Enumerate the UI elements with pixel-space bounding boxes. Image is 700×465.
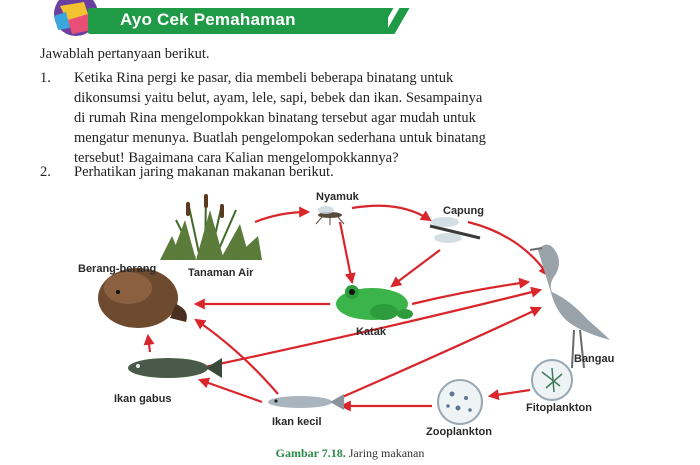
instruction-text: Jawablah pertanyaan berikut. xyxy=(40,46,210,62)
arrow-kecil-bangau xyxy=(340,308,540,398)
question-line: tersebut! Bagaimana cara Kalian mengelompokkannya? xyxy=(74,150,399,166)
label-capung: Capung xyxy=(443,205,484,217)
label-berang-berang: Berang-berang xyxy=(78,263,157,275)
label-fitoplankton: Fitoplankton xyxy=(526,402,592,414)
arrow-kecil-gabus xyxy=(200,380,262,402)
question-line: dikonsumsi yaitu belut, ayam, lele, sapi, bebek dan ikan. Sesampainya xyxy=(74,90,483,106)
arrow-gabus-berang xyxy=(148,336,150,352)
question-line: di rumah Rina mengelompokkan binatang tersebut agar mudah untuk xyxy=(74,110,476,126)
question-body xyxy=(74,162,646,182)
figure-title: Jaring makanan xyxy=(348,446,425,460)
small-fish-icon xyxy=(268,394,344,410)
section-header xyxy=(0,0,700,40)
question-line: Ketika Rina pergi ke pasar, dia membeli beberapa binatang untuk xyxy=(74,70,454,86)
arrow-fito-zoo xyxy=(490,390,530,396)
label-ikan-gabus: Ikan gabus xyxy=(114,393,172,405)
reed-plant-icon xyxy=(160,194,262,260)
zooplankton-icon xyxy=(438,380,482,424)
food-web-diagram xyxy=(0,180,700,448)
question-body xyxy=(74,68,646,168)
label-nyamuk: Nyamuk xyxy=(316,191,359,203)
label-tanaman-air: Tanaman Air xyxy=(188,267,254,279)
arrow-capung-katak xyxy=(392,250,440,286)
label-zooplankton: Zooplankton xyxy=(426,426,492,438)
arrow-nyamuk-katak xyxy=(340,222,352,282)
dragonfly-icon xyxy=(430,217,480,243)
arrow-tanaman-nyamuk xyxy=(255,212,308,222)
arrow-nyamuk-capung xyxy=(352,206,430,220)
snakehead-fish-icon xyxy=(128,358,222,378)
question-line: Perhatikan jaring makanan makanan berikut. xyxy=(74,164,334,180)
header-title: Ayo Cek Pemahaman xyxy=(120,10,296,29)
label-katak: Katak xyxy=(356,326,386,338)
heron-icon xyxy=(530,244,610,368)
arrow-katak-bangau xyxy=(412,282,528,304)
beaver-icon xyxy=(98,268,187,328)
question-number: 1. xyxy=(40,70,51,86)
label-bangau: Bangau xyxy=(574,353,615,365)
label-ikan-kecil: Ikan kecil xyxy=(272,416,322,428)
question-line: mengatur menunya. Buatlah pengelompokan sederhana untuk binatang xyxy=(74,130,486,146)
phytoplankton-icon xyxy=(532,360,572,400)
figure-caption xyxy=(0,446,700,461)
question-number: 2. xyxy=(40,164,51,180)
figure-number: Gambar 7.18. xyxy=(275,446,346,460)
frog-icon xyxy=(336,285,413,320)
